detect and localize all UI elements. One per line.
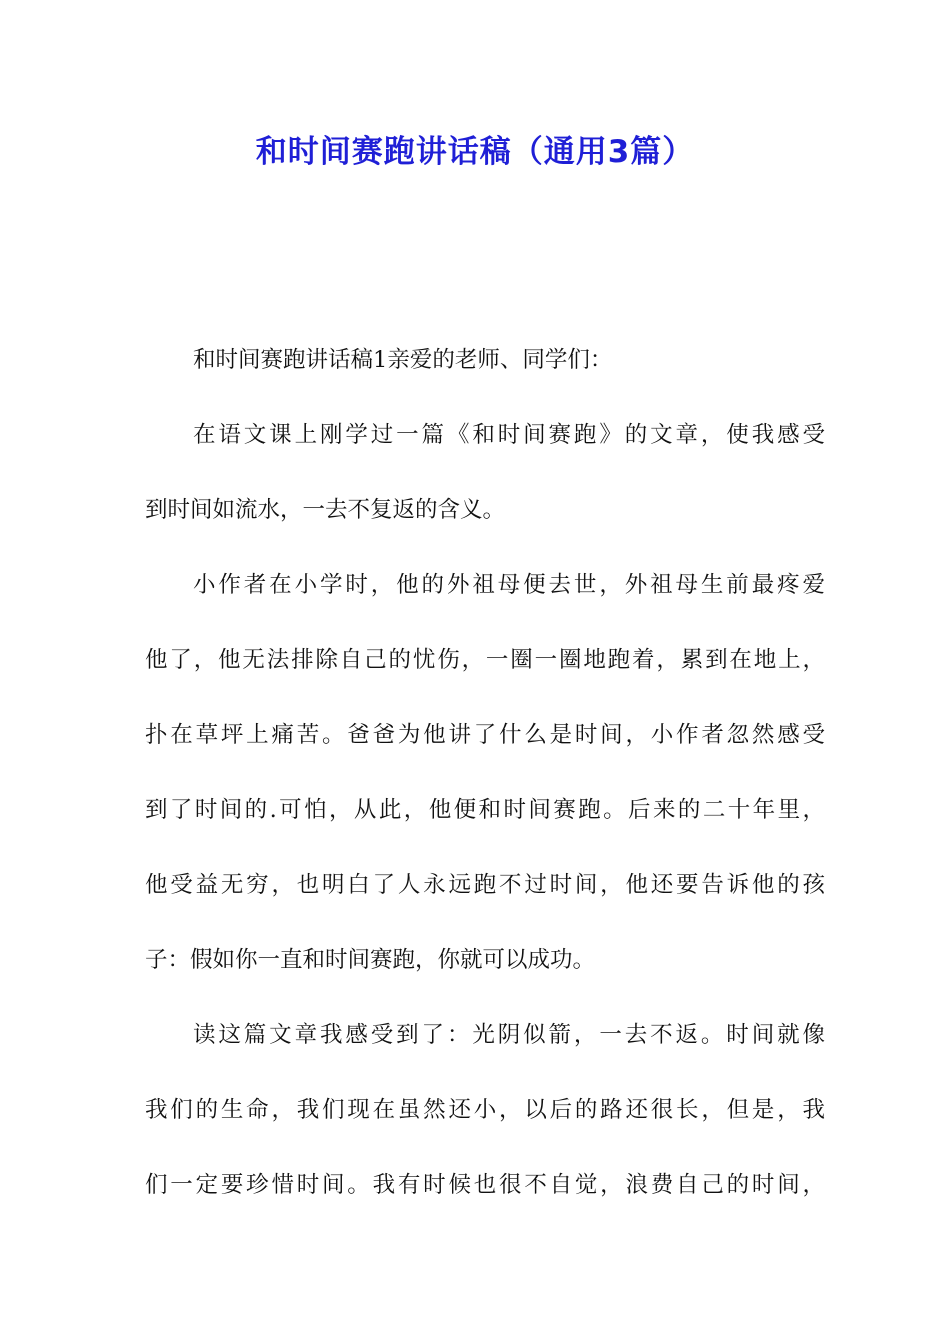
paragraph-line: 到了时间的.可怕，从此，他便和时间赛跑。后来的二十年里， bbox=[145, 797, 825, 823]
document-body bbox=[145, 334, 825, 1234]
document-title: 和时间赛跑讲话稿（通用3篇） bbox=[255, 134, 695, 170]
paragraph-line: 小作者在小学时，他的外祖母便去世，外祖母生前最疼爱 bbox=[193, 572, 825, 598]
paragraph-line: 他受益无穷，也明白了人永远跑不过时间，他还要告诉他的孩 bbox=[145, 872, 825, 898]
paragraph-line: 他了，他无法排除自己的忧伤，一圈一圈地跑着，累到在地上， bbox=[145, 647, 825, 673]
paragraph-line: 扑在草坪上痛苦。爸爸为他讲了什么是时间，小作者忽然感受 bbox=[145, 722, 825, 748]
paragraph-line: 在语文课上刚学过一篇《和时间赛跑》的文章，使我感受 bbox=[193, 422, 825, 448]
paragraph-line-opening: 和时间赛跑讲话稿1亲爱的老师、同学们： bbox=[193, 347, 613, 373]
paragraph-line: 我们的生命，我们现在虽然还小，以后的路还很长，但是，我 bbox=[145, 1097, 825, 1123]
paragraph-line: 们一定要珍惜时间。我有时候也很不自觉，浪费自己的时间， bbox=[145, 1172, 825, 1198]
paragraph-line: 到时间如流水，一去不复返的含义。 bbox=[145, 497, 506, 523]
paragraph-line: 子：假如你一直和时间赛跑，你就可以成功。 bbox=[145, 947, 596, 973]
paragraph-line: 读这篇文章我感受到了：光阴似箭，一去不返。时间就像 bbox=[193, 1022, 825, 1048]
